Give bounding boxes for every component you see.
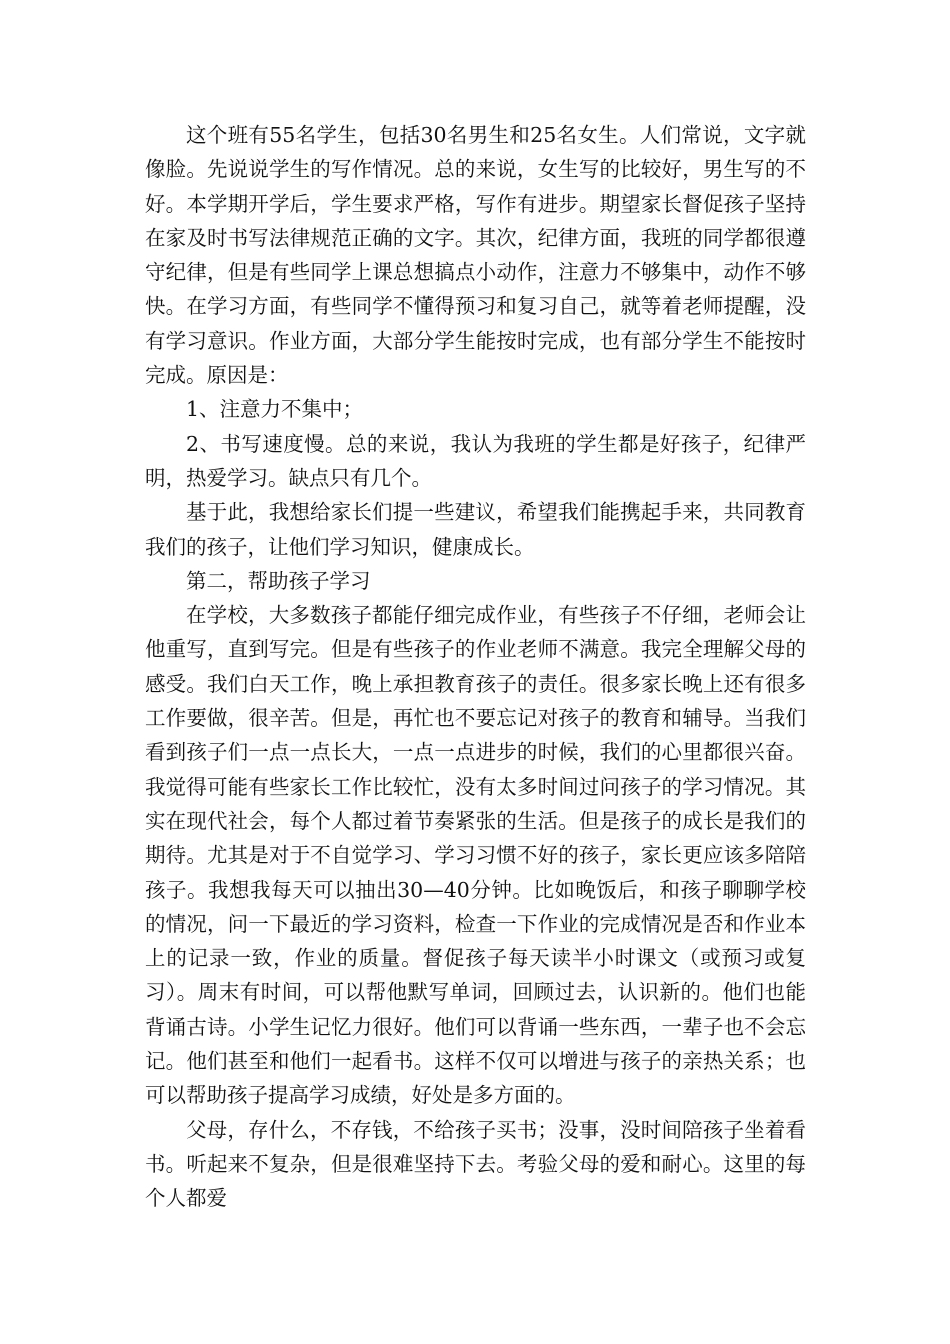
document-body xyxy=(145,118,806,1216)
paragraph-class-overview: 这个班有55名学生，包括30名男生和25名女生。人们常说，文字就像脸。先说说学生的写作情况。总的来说，女生写的比较好，男生写的不好。本学期开学后，学生要求严格，写作有进步。期望家长督促孩子坚持在家及时书写法律规范正确的文字。其次，纪律方面，我班的同学都很遵守纪律，但是有些同学上课总想搞点小动作，注意力不够集中，动作不够快。在学习方面，有些同学不懂得预习和复习自己，就等着老师提醒，没有学习意识。作业方面，大部分学生能按时完成，也有部分学生不能按时完成。原因是： xyxy=(145,123,806,388)
section-heading-help-study: 第二，帮助孩子学习 xyxy=(186,568,371,593)
paragraph-reason-1: 1、注意力不集中； xyxy=(186,397,364,422)
paragraph-reason-2: 2、书写速度慢。总的来说，我认为我班的学生都是好孩子，纪律严明，热爱学习。缺点只有几个。 xyxy=(145,431,806,490)
paragraph-parents: 父母，存什么，不存钱，不给孩子买书；没事，没时间陪孩子坐着看书。听起来不复杂，但是很难坚持下去。考验父母的爱和耐心。这里的每个人都爱 xyxy=(145,1117,806,1211)
paragraph-suggestion: 基于此，我想给家长们提一些建议，希望我们能携起手来，共同教育我们的孩子，让他们学习知识，健康成长。 xyxy=(145,500,806,559)
paragraph-homework: 在学校，大多数孩子都能仔细完成作业，有些孩子不仔细，老师会让他重写，直到写完。但是有些孩子的作业老师不满意。我完全理解父母的感受。我们白天工作，晚上承担教育孩子的责任。很多家长晚上还有很多工作要做，很辛苦。但是，再忙也不要忘记对孩子的教育和辅导。当我们看到孩子们一点一点长大，一点一点进步的时候，我们的心里都很兴奋。我觉得可能有些家长工作比较忙，没有太多时间过问孩子的学习情况。其实在现代社会，每个人都过着节奏紧张的生活。但是孩子的成长是我们的期待。尤其是对于不自觉学习、学习习惯不好的孩子，家长更应该多陪陪孩子。我想我每天可以抽出30—40分钟。比如晚饭后，和孩子聊聊学校的情况，问一下最近的学习资料，检查一下作业的完成情况是否和作业本上的记录一致，作业的质量。督促孩子每天读半小时课文（或预习或复习）。周末有时间，可以帮他默写单词，回顾过去，认识新的。他们也能背诵古诗。小学生记忆力很好。他们可以背诵一些东西，一辈子也不会忘记。他们甚至和他们一起看书。这样不仅可以增进与孩子的亲热关系；也可以帮助孩子提高学习成绩，好处是多方面的。 xyxy=(145,603,806,1108)
